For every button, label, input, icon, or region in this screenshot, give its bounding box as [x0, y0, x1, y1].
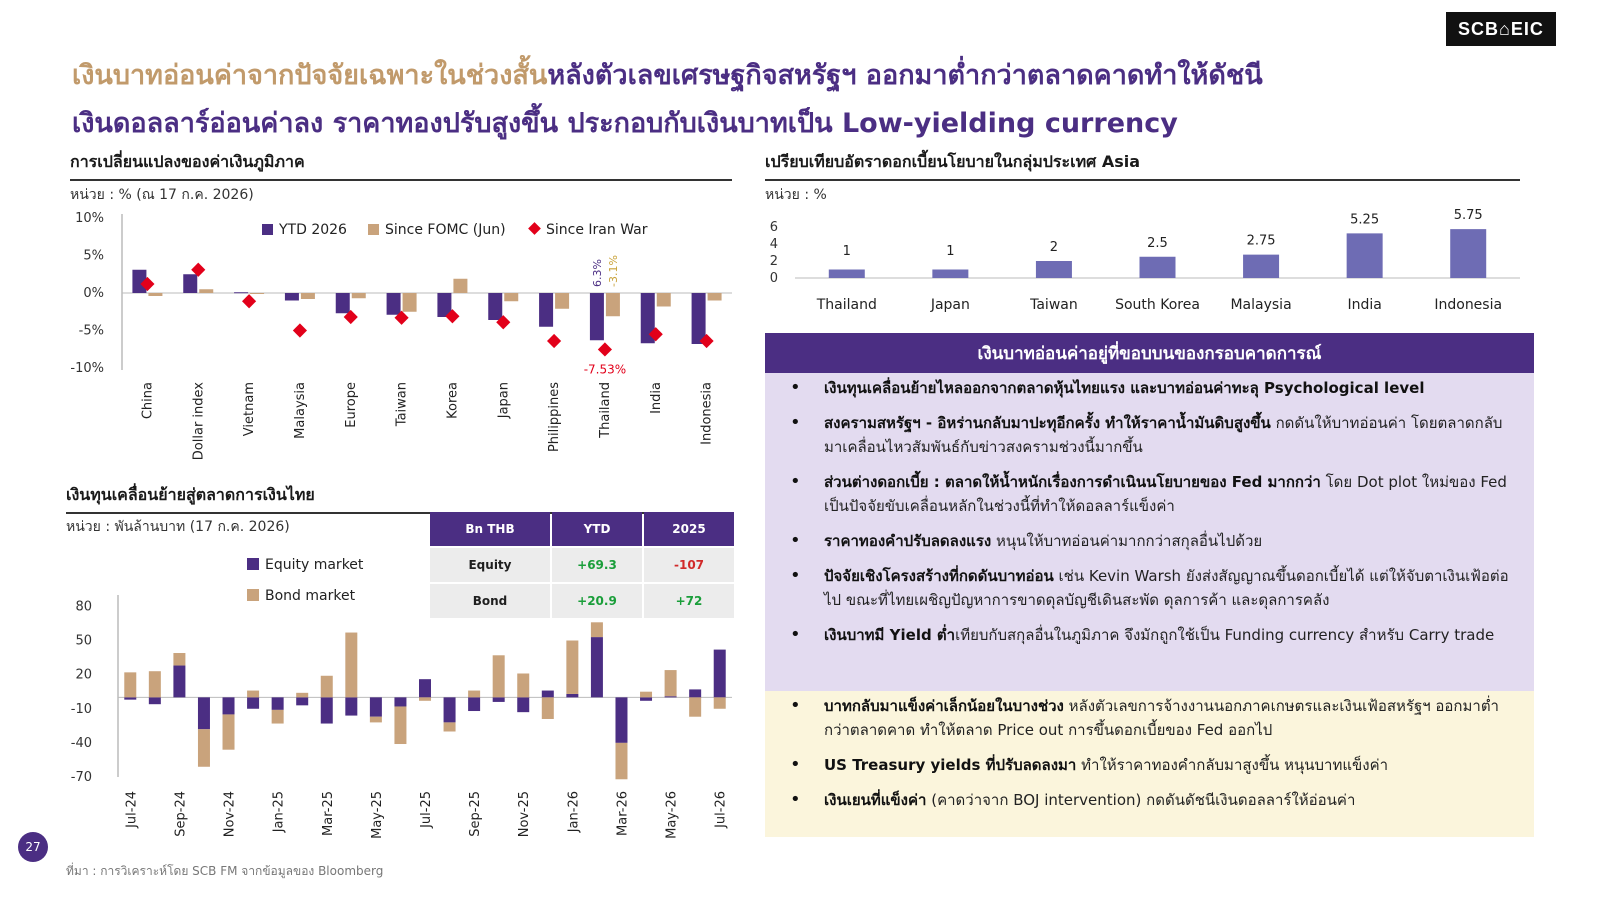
flow-bar-equity	[444, 697, 456, 722]
flow-bar-bond	[345, 633, 357, 698]
legend-swatch-bond	[247, 589, 259, 601]
flow-bar-bond	[124, 672, 136, 697]
flow-bar-bond	[247, 691, 259, 698]
flow-bar-bond	[714, 697, 726, 708]
flow-x-tick-label: Jul-26	[713, 791, 729, 828]
flow-bar-bond	[591, 622, 603, 637]
weak-factor-item-bold: สงครามสหรัฐฯ - อิหร่านกลับมาปะทุอีกครั้ง ทำให้ราคาน้ำมันดิบสูงขึ้น	[824, 414, 1271, 432]
flow-bar-equity	[345, 697, 357, 715]
weak-factor-item-text: กดดันให้บาทอ่อนค่า โดยตลาดกลับมาเคลื่อนไหวสัมพันธ์กับข่าวสงครามช่วงนี้มากขึ้น	[824, 414, 1503, 456]
flow-table-row	[430, 584, 734, 618]
rate-value-label: 2.75	[1246, 233, 1276, 249]
flow-bar-equity	[370, 697, 382, 716]
weak-factor-item-bold: ราคาทองคำปรับลดลงแรง	[824, 532, 992, 550]
weak-factor-item	[790, 411, 1520, 459]
legend-label-ytd: YTD 2026	[279, 222, 347, 238]
fx-annotation-iran: -7.53%	[583, 362, 627, 377]
page-number: 27	[18, 832, 48, 862]
fx-bar-ytd	[285, 293, 299, 301]
strong-factor-item-bold: เงินเยนที่แข็งค่า	[824, 791, 927, 809]
flow-bar-bond	[296, 693, 308, 698]
fx-bar-fomc	[199, 289, 213, 293]
flow-chart-unit: หน่วย : พันล้านบาท (17 ก.ค. 2026)	[66, 519, 290, 535]
rate-bar	[1036, 261, 1072, 278]
legend-swatch-fomc	[368, 224, 379, 235]
legend-swatch-ytd	[262, 224, 273, 235]
fx-x-tick-label: Malaysia	[292, 382, 308, 439]
weak-factor-item-bold: ส่วนต่างดอกเบี้ย : ตลาดให้น้ำหนักเรื่องการดำเนินนโยบายของ Fed มากกว่า	[824, 473, 1321, 491]
weak-factor-item	[790, 564, 1520, 612]
rate-value-label: 2.5	[1147, 235, 1168, 251]
fx-x-tick-label: Dollar index	[191, 382, 207, 461]
flow-x-tick-label: Jan-26	[566, 791, 582, 833]
rate-chart-title: เปรียบเทียบอัตราดอกเบี้ยนโยบายในกลุ่มประเทศ Asia	[765, 150, 1520, 181]
weak-factor-item-bold: เงินทุนเคลื่อนย้ายไหลออกจากตลาดหุ้นไทยแรง และบาทอ่อนค่าทะลุ Psychological level	[824, 379, 1425, 397]
flow-bar-bond	[419, 697, 431, 700]
fx-marker-iran	[242, 294, 256, 308]
strong-factor-item-bold: US Treasury yields ที่ปรับลดลงมา	[824, 756, 1077, 774]
rate-value-label: 5.75	[1453, 208, 1483, 224]
flow-x-tick-label: Jul-24	[124, 791, 140, 828]
flow-table-row	[430, 548, 734, 582]
rate-y-tick-label: 4	[769, 237, 778, 252]
flow-bar-bond	[173, 653, 185, 666]
flow-bar-equity	[468, 697, 480, 711]
flow-y-tick-label: -70	[70, 770, 92, 785]
flow-bar-bond	[468, 691, 480, 698]
weak-factor-item-text: หนุนให้บาทอ่อนค่ามากกว่าสกุลอื่นไปด้วย	[991, 532, 1263, 550]
flow-bar-bond	[198, 729, 210, 767]
flow-bar-bond	[640, 692, 652, 698]
flow-bar-bond	[223, 714, 235, 749]
fx-bar-fomc	[301, 293, 315, 299]
flow-bar-equity	[173, 666, 185, 698]
flow-bar-equity	[223, 697, 235, 714]
weak-factor-item-text: เทียบกับสกุลอื่นในภูมิภาค จึงมักถูกใช้เป็น Funding currency สำหรับ Carry trade	[955, 626, 1495, 644]
fx-chart	[60, 200, 740, 470]
flow-bar-bond	[566, 641, 578, 694]
flow-bar-equity	[296, 697, 308, 705]
rate-bar	[1450, 229, 1486, 278]
brand-logo: SCB⌂EIC	[1446, 12, 1556, 46]
flow-bar-bond	[444, 722, 456, 731]
fx-bar-ytd	[539, 293, 553, 327]
flow-x-tick-label: May-26	[664, 791, 680, 839]
fx-bar-fomc	[606, 293, 620, 316]
flow-y-tick-label: -10	[70, 701, 92, 717]
flow-bar-equity	[591, 637, 603, 697]
flow-bar-bond	[272, 710, 284, 724]
fx-x-tick-label: Taiwan	[394, 382, 410, 427]
flow-bar-bond	[370, 717, 382, 723]
flow-table-header: YTD	[552, 512, 642, 546]
strong-factor-item	[790, 753, 1520, 777]
rate-x-tick-label: Japan	[930, 297, 970, 313]
fx-bar-ytd	[336, 293, 350, 313]
rate-bar	[1243, 255, 1279, 278]
fx-x-tick-label: Thailand	[597, 382, 613, 438]
headline-purple-part-1: หลังตัวเลขเศรษฐกิจสหรัฐฯ ออกมาต่ำกว่าตลาดคาดทำให้ดัชนี	[547, 60, 1263, 91]
strong-factor-item-bold: บาทกลับมาแข็งค่าเล็กน้อยในบางช่วง	[824, 697, 1064, 715]
fx-x-tick-label: Japan	[496, 382, 512, 419]
weak-factor-item	[790, 623, 1520, 647]
headline-gold-part: เงินบาทอ่อนค่าจากปัจจัยเฉพาะในช่วงสั้น	[72, 60, 548, 91]
fx-marker-iran	[598, 342, 612, 356]
flow-x-tick-label: Mar-25	[320, 791, 336, 836]
flow-x-tick-label: Sep-25	[468, 791, 484, 837]
flow-bar-equity	[394, 697, 406, 706]
flow-x-tick-label: Sep-24	[173, 791, 189, 837]
flow-x-tick-label: Mar-26	[615, 791, 631, 836]
flow-bar-equity	[419, 679, 431, 697]
rate-x-tick-label: South Korea	[1115, 297, 1200, 313]
source-note: ที่มา : การวิเคราะห์โดย SCB FM จากข้อมูลของ Bloomberg	[66, 864, 384, 878]
fx-bar-ytd	[692, 293, 706, 344]
weak-factor-item	[790, 376, 1520, 400]
rate-x-tick-label: India	[1347, 297, 1382, 313]
rate-x-tick-label: Malaysia	[1230, 297, 1292, 313]
flow-x-tick-label: Jul-25	[419, 791, 434, 828]
rate-bar	[1347, 233, 1383, 278]
flow-bar-bond	[517, 673, 529, 697]
flow-bar-bond	[615, 743, 627, 779]
flow-bar-equity	[615, 697, 627, 743]
flow-bar-equity	[124, 697, 136, 699]
rate-value-label: 5.25	[1350, 212, 1380, 228]
weak-factor-item-bold: เงินบาทมี Yield ต่ำ	[824, 626, 956, 644]
flow-bar-bond	[149, 671, 161, 697]
flow-table-header: Bn THB	[430, 512, 550, 546]
flow-table-header: 2025	[644, 512, 734, 546]
weak-factor-item-bold: ปัจจัยเชิงโครงสร้างที่กดดันบาทอ่อน	[824, 567, 1054, 585]
flow-bar-equity	[542, 691, 554, 698]
flow-bar-bond	[394, 706, 406, 744]
flow-bar-bond	[689, 697, 701, 716]
fx-bar-ytd	[234, 292, 248, 293]
weak-factor-item-text: เช่น Kevin Warsh ยังส่งสัญญาณขึ้นดอกเบี้ยได้ แต่ให้จับตาเงินเฟ้อต่อไป ขณะที่ไทยเผชิญปัญหาการขาดดุลบัญชีเดินสะพัด ดุลการค้า และดุลการคลัง	[824, 567, 1509, 609]
fx-bar-fomc	[250, 293, 264, 294]
rate-value-label: 2	[1049, 240, 1059, 255]
fx-annotation-ytd: 6.3%	[590, 259, 604, 287]
rate-y-tick-label: 6	[769, 220, 778, 235]
flow-bar-equity	[566, 694, 578, 697]
fx-bar-fomc	[708, 293, 722, 301]
fx-bar-ytd	[488, 293, 502, 320]
fx-bar-fomc	[657, 293, 671, 307]
flow-bar-equity	[247, 697, 259, 708]
fx-bar-fomc	[453, 279, 467, 293]
strong-factor-item-text: (คาดว่าจาก BOJ intervention) กดดันดัชนีเงินดอลลาร์ให้อ่อนค่า	[926, 791, 1356, 809]
strong-factor-item	[790, 788, 1520, 812]
fx-marker-iran	[293, 323, 307, 337]
flow-bar-equity	[149, 697, 161, 704]
fx-bar-fomc	[403, 293, 417, 312]
flow-y-tick-label: -40	[70, 735, 92, 751]
flow-x-tick-label: May-25	[369, 791, 385, 839]
fx-x-tick-label: India	[648, 382, 664, 414]
headline-purple-part-2: เงินดอลลาร์อ่อนค่าลง ราคาทองปรับสูงขึ้น ประกอบกับเงินบาทเป็น Low-yielding currency	[72, 108, 1178, 139]
fx-x-tick-label: China	[140, 382, 156, 420]
flow-bar-equity	[640, 697, 652, 700]
rate-y-tick-label: 0	[769, 271, 778, 286]
legend-label-equity: Equity market	[265, 557, 364, 573]
flow-table-cell: +69.3	[552, 548, 642, 582]
fx-bar-ytd	[590, 293, 604, 340]
rate-x-tick-label: Indonesia	[1434, 297, 1503, 313]
flow-table-row-label: Bond	[430, 584, 550, 618]
fx-y-tick-label: 5%	[83, 248, 104, 264]
rate-bar	[829, 270, 865, 279]
legend-label-iran: Since Iran War	[546, 222, 648, 238]
flow-bar-bond	[321, 676, 333, 698]
fx-bar-fomc	[148, 293, 162, 296]
weak-factor-item-text: โดย Dot plot ใหม่ของ Fed เป็นปัจจัยขับเคลื่อนหลักในช่วงนี้ที่ทำให้ดอลลาร์แข็งค่า	[824, 473, 1507, 515]
rate-bar	[1140, 257, 1176, 278]
flow-bar-equity	[689, 689, 701, 697]
fx-annotation-fomc: -3.1%	[606, 255, 620, 287]
rate-y-tick-label: 2	[769, 254, 778, 269]
strong-factors-list	[790, 694, 1520, 823]
flow-bar-bond	[493, 655, 505, 697]
flow-bar-bond	[542, 697, 554, 719]
flow-bar-equity	[493, 697, 505, 702]
fx-bar-fomc	[352, 293, 366, 298]
fx-bar-fomc	[504, 293, 518, 301]
flow-y-tick-label: 50	[75, 633, 92, 649]
strong-factor-item	[790, 694, 1520, 742]
flow-bar-equity	[665, 696, 677, 697]
flow-table-cell: -107	[644, 548, 734, 582]
rate-x-tick-label: Taiwan	[1030, 297, 1078, 313]
flow-table-cell: +72	[644, 584, 734, 618]
fx-bar-ytd	[387, 293, 401, 315]
weak-factor-item	[790, 470, 1520, 518]
flow-chart-title: เงินทุนเคลื่อนย้ายสู่ตลาดการเงินไทย	[66, 483, 732, 514]
fx-bar-ytd	[183, 274, 197, 293]
fx-marker-iran	[547, 334, 561, 348]
rate-value-label: 1	[842, 244, 851, 259]
fx-y-tick-label: -10%	[70, 361, 104, 376]
flow-summary-table	[428, 510, 736, 620]
rate-x-tick-label: Thailand	[816, 297, 877, 313]
strong-factor-item-text: หลังตัวเลขการจ้างงานนอกภาคเกษตรและเงินเฟ้อสหรัฐฯ ออกมาต่ำกว่าตลาดคาด ทำให้ตลาด Price out การขึ้นดอกเบี้ยของ Fed ออกไป	[824, 697, 1499, 739]
weak-factor-item	[790, 529, 1520, 553]
fx-x-tick-label: Korea	[445, 382, 461, 419]
fx-x-tick-label: Europe	[343, 382, 359, 428]
fx-chart-unit: หน่วย : % (ณ 17 ก.ค. 2026)	[70, 187, 254, 203]
flow-bar-equity	[272, 697, 284, 710]
flow-bar-bond	[665, 670, 677, 696]
flow-x-tick-label: Nov-25	[517, 791, 533, 838]
fx-x-tick-label: Vietnam	[242, 382, 258, 437]
panel-header: เงินบาทอ่อนค่าอยู่ที่ขอบบนของกรอบคาดการณ์	[765, 333, 1534, 373]
fx-y-tick-label: -5%	[78, 323, 104, 339]
strong-factor-item-text: ทำให้ราคาทองคำกลับมาสูงขึ้น หนุนบาทแข็งค่า	[1076, 756, 1389, 774]
rate-value-label: 1	[946, 244, 955, 259]
legend-swatch-equity	[247, 558, 259, 570]
weak-factors-list	[790, 376, 1520, 658]
flow-x-tick-label: Jan-25	[271, 791, 287, 833]
rate-chart-unit: หน่วย : %	[765, 187, 827, 203]
rate-chart	[760, 205, 1540, 325]
flow-table-header-row	[430, 512, 734, 546]
rate-bar	[932, 270, 968, 279]
flow-bar-equity	[321, 697, 333, 723]
flow-bar-equity	[198, 697, 210, 729]
fx-bar-fomc	[555, 293, 569, 309]
fx-x-tick-label: Indonesia	[699, 382, 715, 445]
flow-bar-equity	[517, 697, 529, 712]
flow-bar-equity	[714, 650, 726, 698]
page-headline	[72, 52, 1432, 148]
flow-table-row-label: Equity	[430, 548, 550, 582]
fx-y-tick-label: 0%	[83, 286, 104, 301]
fx-y-tick-label: 10%	[75, 211, 104, 226]
flow-x-tick-label: Nov-24	[222, 791, 238, 838]
fx-chart-title: การเปลี่ยนแปลงของค่าเงินภูมิภาค	[70, 150, 732, 181]
fx-x-tick-label: Philippines	[547, 382, 563, 453]
legend-swatch-iran	[528, 222, 541, 235]
flow-y-tick-label: 80	[75, 599, 92, 615]
legend-label-fomc: Since FOMC (Jun)	[385, 222, 506, 238]
legend-label-bond: Bond market	[265, 588, 356, 604]
flow-table-cell: +20.9	[552, 584, 642, 618]
flow-y-tick-label: 20	[75, 667, 92, 683]
